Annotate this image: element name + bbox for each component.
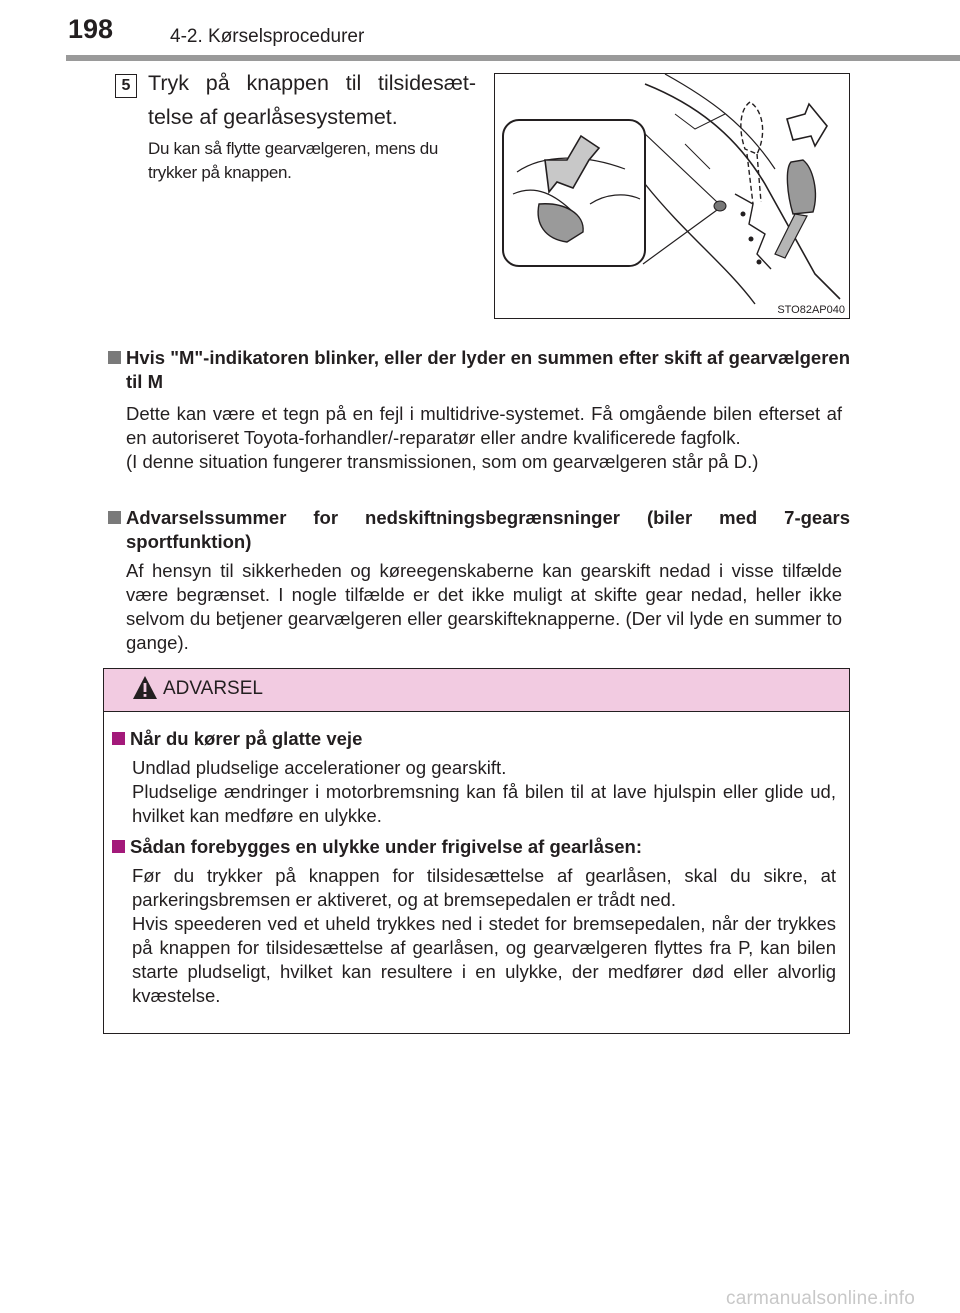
bullet-square: [108, 511, 121, 524]
section-heading-downshift-warning: [108, 506, 850, 554]
section-title: 4-2. Kørselsprocedurer: [170, 26, 365, 47]
section-body-m-indicator: [126, 402, 842, 474]
warning-body-line: Pludselige ændringer i motorbremsning kan få bilen til at lave hjulspin eller glide ud, hvilket kan medføre en ulykke.: [132, 781, 836, 826]
warning-item-heading-text: Sådan forebygges en ulykke under frigivelse af gearlåsen:: [130, 836, 643, 857]
warning-label: ADVARSEL: [163, 678, 263, 699]
warning-item-heading-gear-lock-release: [112, 835, 834, 859]
step-note: Du kan så flytte gearvælgeren, mens du trykker på knappen.: [148, 139, 439, 182]
warning-triangle-icon: [132, 675, 158, 701]
warning-body-line: Hvis speederen ved et uheld trykkes ned i stedet for bremsepedalen, når der trykkes på knappen for tilsidesættelse af gearlåsen, og gearvælgeren flyttes fra P, kan bilen starte pludseligt, hvilket kan resultere i en ulykke, der medfører død eller alvorlig kvæstelse.: [132, 913, 836, 1006]
body-line: (I denne situation fungerer transmissionen, som om gearvælgeren står på D.): [126, 451, 759, 472]
warning-header: [104, 669, 849, 712]
warning-item-body-gear-lock-release: [132, 864, 836, 1008]
warning-box: [103, 668, 850, 1034]
section-heading-text: Hvis "M"-indikatoren blinker, eller der lyder en summen efter skift af gearvælgeren til M: [126, 347, 850, 392]
watermark: carmanualsonline.info: [726, 1288, 916, 1309]
warning-bullet-square: [112, 840, 125, 853]
section-heading-m-indicator: [108, 346, 850, 394]
warning-bullet-square: [112, 732, 125, 745]
warning-item-heading-slippery-roads: [112, 727, 834, 751]
warning-item-heading-text: Når du kører på glatte veje: [130, 728, 363, 749]
section-body-downshift-warning: [126, 559, 842, 655]
body-line: Dette kan være et tegn på en fejl i multidrive-systemet. Få omgående bilen efterset af en autoriseret Toyota-forhandler/-reparatør eller andre kvalificerede fagfolk.: [126, 403, 842, 448]
body-line: Af hensyn til sikkerheden og køreegenskaberne kan gearskift nedad i visse tilfælde være begrænset. I nogle tilfælde er det ikke muligt at skifte gear nedad, heller ikke selvom du betjener gearvælgeren eller gearskifteknapperne. (Der vil lyde en summer to gange).: [126, 560, 842, 653]
warning-item-body-slippery-roads: [132, 756, 836, 828]
warning-body-line: Før du trykker på knappen for tilsidesættelse af gearlåsen, skal du sikre, at parkeringsbremsen er aktiveret, og at bremsepedalen er trådt ned.: [132, 865, 836, 910]
figure-code: STO82AP040: [777, 304, 845, 316]
gear-shifter-drawing: [495, 74, 849, 318]
bullet-square: [108, 351, 121, 364]
gear-lock-illustration: [494, 73, 850, 319]
header-rule: [66, 55, 960, 61]
step-title: Tryk på knappen til tilsidesæt-telse af gearlåsesystemet.: [148, 71, 476, 129]
page-number: 198: [68, 14, 114, 44]
warning-body-line: Undlad pludselige accelerationer og gearskift.: [132, 757, 507, 778]
section-heading-text: Advarselssummer for nedskiftningsbegrænsninger (biler med 7-gears sportfunktion): [126, 507, 850, 552]
step-number-box: 5: [115, 74, 137, 98]
